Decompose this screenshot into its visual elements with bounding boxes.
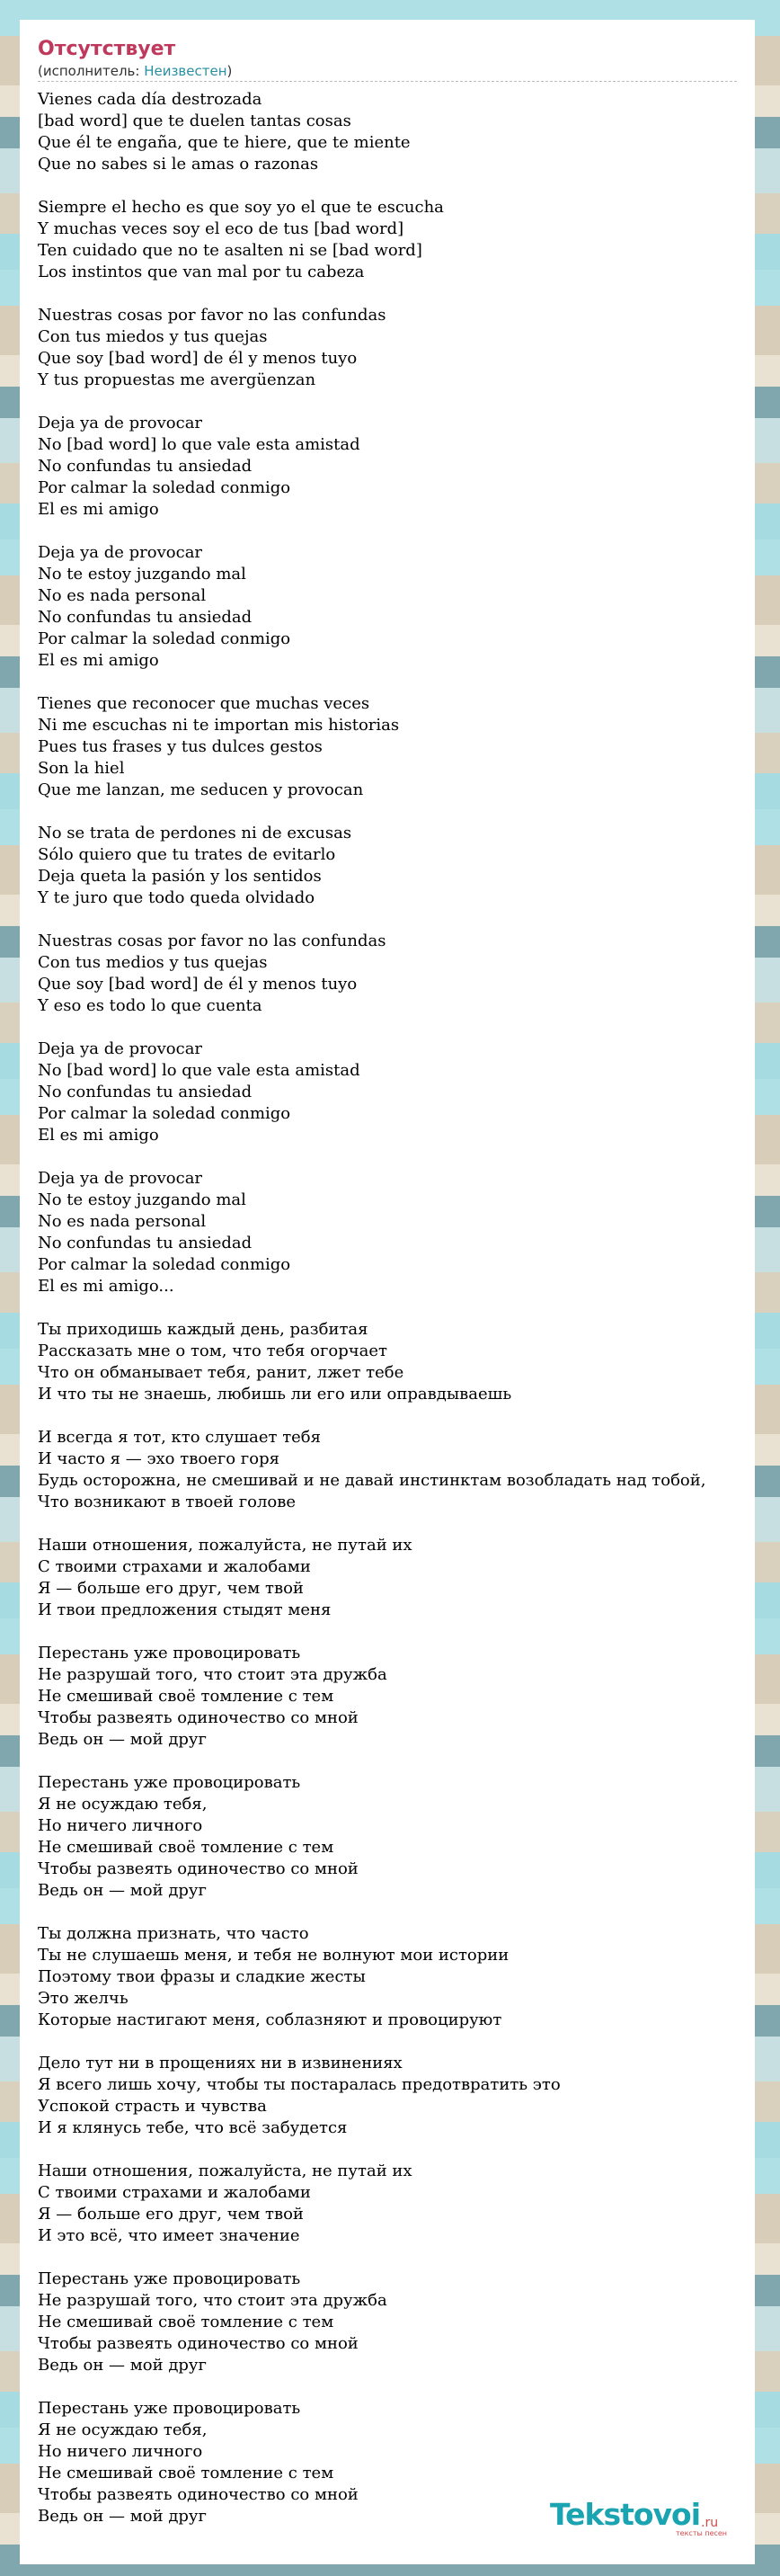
lyric-line: Но ничего личного [38,2442,203,2461]
lyric-line: Перестань уже провоцировать [38,2399,301,2418]
lyric-line: Я не осуждаю тебя, [38,1795,208,1814]
lyric-line: Son la hiel [38,759,125,778]
lyric-line: Не смешивай своё томление с тем [38,1687,334,1706]
lyric-line: Не смешивай своё томление с тем [38,2313,334,2331]
lyric-line: Дело тут ни в прощениях ни в извинениях [38,2054,403,2072]
lyric-line: Чтобы развеять одиночество со мной [38,2485,359,2504]
lyric-line: Перестань уже провоцировать [38,2269,301,2288]
lyric-line: Не разрушай того, что стоит эта дружба [38,1665,387,1684]
lyric-line: Будь осторожна, не смешивай и не давай инстинктам возобладать над тобой, [38,1471,706,1490]
lyric-line: Pues tus frases y tus dulces gestos [38,737,323,756]
lyric-line: El es mi amigo [38,1126,159,1145]
lyric-line: Которые настигают меня, соблазняют и провоцируют [38,2010,502,2029]
stanza [38,823,737,909]
dashed-divider [38,81,737,82]
lyric-line: Nuestras cosas por favor no las confundas [38,931,386,950]
lyric-line: Que me lanzan, me seducen y provocan [38,780,364,799]
stanza [38,89,737,175]
lyric-line: Ты приходишь каждый день, разбитая [38,1320,368,1339]
lyric-line: No [bad word] lo que vale esta amistad [38,1061,360,1080]
lyric-line: Наши отношения, пожалуйста, не путай их [38,1536,412,1555]
lyric-line: Ты не слушаешь меня, и тебя не волнуют мои истории [38,1946,510,1965]
stanza [38,2268,737,2376]
lyric-line: Por calmar la soledad conmigo [38,1104,291,1123]
stanza [38,1168,737,1297]
lyric-line: И часто я — эхо твоего горя [38,1449,279,1468]
lyric-line: No es nada personal [38,586,207,605]
logo-tagline: тексты песен [676,2529,728,2537]
stanza [38,413,737,521]
lyrics-card [20,20,755,2564]
stanza [38,2161,737,2247]
lyric-line: Que él te engaña, que te hiere, que te miente [38,133,411,152]
stanza [38,1923,737,2031]
lyric-line: И я клянусь тебе, что всё забудется [38,2118,348,2137]
lyric-line: Я — больше его друг, чем твой [38,2205,304,2224]
lyric-line: С твоими страхами и жалобами [38,1557,311,1576]
lyric-line: El es mi amigo [38,500,159,519]
lyric-line: Siempre el hecho es que soy yo el que te escucha [38,198,444,217]
lyric-line: С твоими страхами и жалобами [38,2183,311,2202]
stanza [38,542,737,672]
lyric-line: No confundas tu ansiedad [38,1234,253,1252]
lyric-line: Я всего лишь хочу, чтобы ты постаралась предотвратить это [38,2075,561,2094]
lyric-line: Что возникают в твоей голове [38,1493,297,1511]
lyric-line: Y tus propuestas me avergüenzan [38,370,316,389]
lyric-line: Sólo quiero que tu trates de evitarlo [38,845,336,864]
lyric-line: Por calmar la soledad conmigo [38,1255,291,1274]
lyric-line: No te estoy juzgando mal [38,565,246,584]
stanza [38,1427,737,1513]
song-title: Отсутствует [38,38,176,60]
lyric-line: Que no sabes si le amas o razonas [38,155,319,174]
lyrics-body [38,89,737,2527]
stanza [38,1643,737,1751]
artist-suffix: ) [226,63,233,79]
lyric-line: Deja ya de provocar [38,1039,203,1058]
lyric-line: Deja ya de provocar [38,414,203,432]
lyric-line: El es mi amigo... [38,1277,174,1296]
lyric-line: No es nada personal [38,1212,207,1231]
artist-line [38,63,737,79]
lyric-line: Это желчь [38,1989,129,2008]
stanza [38,1319,737,1405]
stanza [38,2053,737,2139]
lyric-line: Не разрушай того, что стоит эта дружба [38,2291,387,2310]
lyric-line: Перестань уже провоцировать [38,1773,301,1792]
lyric-line: Чтобы развеять одиночество со мной [38,2334,359,2353]
artist-prefix: (исполнитель: [38,63,145,79]
artist-link[interactable]: Неизвестен [144,63,227,79]
lyric-line: Deja ya de provocar [38,543,203,562]
stanza [38,305,737,391]
lyric-line: Чтобы развеять одиночество со мной [38,1859,359,1878]
lyric-line: [bad word] que te duelen tantas cosas [38,111,351,130]
stanza [38,1535,737,1621]
lyric-line: Перестань уже провоцировать [38,1644,301,1662]
lyric-line: No confundas tu ansiedad [38,457,253,476]
lyric-line: Con tus medios y tus quejas [38,953,268,972]
lyric-line: No [bad word] lo que vale esta amistad [38,435,360,454]
lyric-line: Рассказать мне о том, что тебя огорчает [38,1341,387,1360]
lyric-line: Y eso es todo lo que cuenta [38,996,262,1015]
lyric-line: Наши отношения, пожалуйста, не путай их [38,2162,412,2180]
lyric-line: El es mi amigo [38,651,159,670]
lyric-line: Por calmar la soledad conmigo [38,478,291,497]
lyric-line: Ni me escuchas ni te importan mis historias [38,716,400,735]
lyric-line: Ведь он — мой друг [38,1881,207,1900]
lyric-line: No se trata de perdones ni de excusas [38,824,352,842]
lyric-line: Не смешивай своё томление с тем [38,1838,334,1857]
lyric-line: И всегда я тот, кто слушает тебя [38,1428,321,1447]
lyric-line: Tienes que reconocer que muchas veces [38,694,370,713]
lyric-line: Успокой страсть и чувства [38,2097,267,2116]
lyric-line: Que soy [bad word] de él y menos tuyo [38,349,358,368]
lyric-line: Ты должна признать, что часто [38,1924,309,1943]
lyric-line: Y muchas veces soy el eco de tus [bad word] [38,219,404,238]
lyric-line: Vienes cada día destrozada [38,90,262,109]
lyric-line: No te estoy juzgando mal [38,1190,246,1209]
lyric-line: Не смешивай своё томление с тем [38,2464,334,2482]
stanza [38,1038,737,1146]
stanza [38,693,737,801]
lyric-line: И что ты не знаешь, любишь ли его или оправдываешь [38,1385,512,1404]
lyric-line: Con tus miedos y tus quejas [38,327,268,346]
lyric-line: Поэтому твои фразы и сладкие жесты [38,1967,366,1986]
stanza [38,197,737,283]
site-logo[interactable] [550,2497,730,2537]
lyric-line: Но ничего личного [38,1816,203,1835]
lyric-line: Que soy [bad word] de él y menos tuyo [38,975,358,994]
lyric-line: Por calmar la soledad conmigo [38,629,291,648]
lyric-line: Los instintos que van mal por tu cabeza [38,263,365,281]
lyric-line: Ten cuidado que no te asalten ni se [bad word] [38,241,422,260]
lyric-line: Deja queta la pasión y los sentidos [38,867,322,886]
logo-suffix: .ru [701,2516,719,2530]
lyric-line: И твои предложения стыдят меня [38,1600,332,1619]
logo-name: Tekstovoi [550,2497,701,2532]
lyric-line: Чтобы развеять одиночество со мной [38,1708,359,1727]
stanza [38,931,737,1017]
lyric-line: Ведь он — мой друг [38,1730,207,1749]
lyric-line: Ведь он — мой друг [38,2507,207,2526]
lyric-line: Я не осуждаю тебя, [38,2420,208,2439]
lyric-line: No confundas tu ansiedad [38,1083,253,1101]
lyric-line: Что он обманывает тебя, ранит, лжет тебе [38,1363,404,1382]
lyric-line: Y te juro que todo queda olvidado [38,888,315,907]
lyric-line: No confundas tu ansiedad [38,608,253,627]
lyric-line: Nuestras cosas por favor no las confundas [38,306,386,325]
lyric-line: Deja ya de provocar [38,1169,203,1188]
lyric-line: Ведь он — мой друг [38,2356,207,2375]
lyric-line: Я — больше его друг, чем твой [38,1579,304,1598]
lyric-line: И это всё, что имеет значение [38,2226,300,2245]
stanza [38,1772,737,1902]
